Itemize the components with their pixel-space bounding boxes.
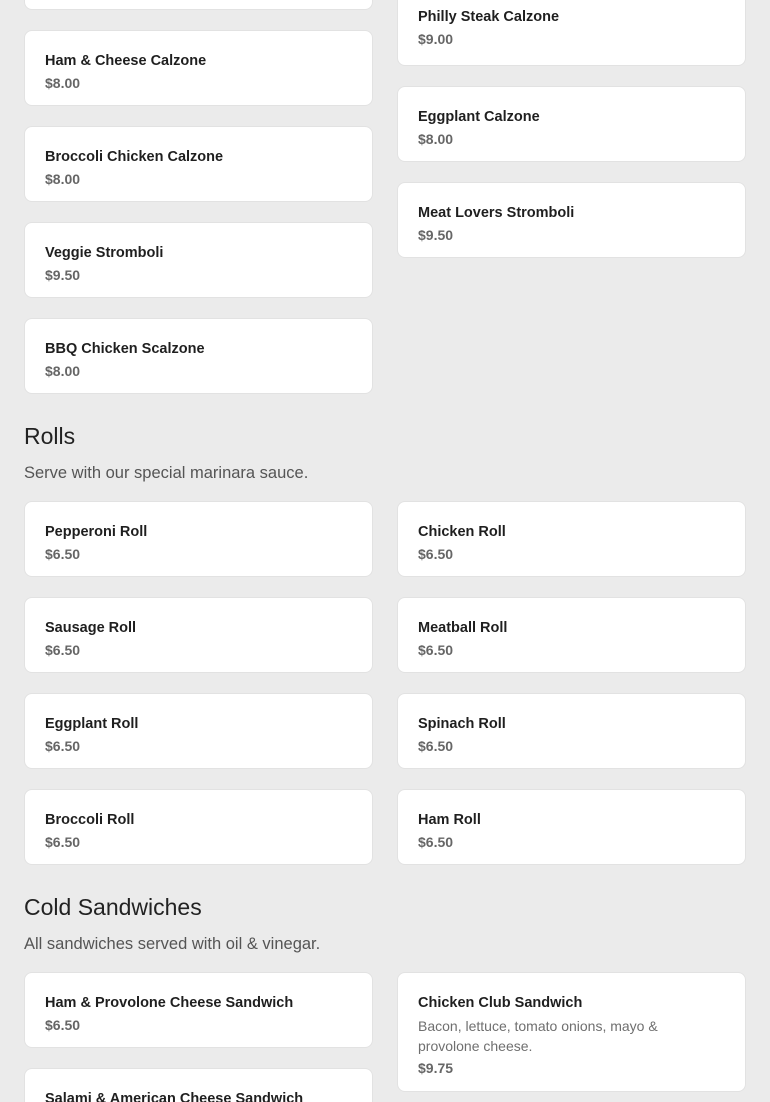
menu-item-card[interactable] [24, 1068, 373, 1102]
menu-item-name: Meatball Roll [418, 620, 508, 636]
menu-item-name: Ham & Provolone Cheese Sandwich [45, 995, 294, 1011]
menu-item-name: Broccoli Chicken Calzone [45, 149, 224, 165]
menu-item-price: $6.50 [418, 642, 454, 658]
menu-item-price: $6.50 [418, 738, 454, 754]
menu-item-price: $9.50 [418, 227, 454, 243]
menu-item-card[interactable] [24, 126, 373, 202]
section-description-cold-sandwiches: All sandwiches served with oil & vinegar. [24, 935, 321, 953]
menu-item-card-partial[interactable] [24, 0, 373, 10]
menu-item-name: Broccoli Roll [45, 812, 135, 828]
menu-item-name: Ham Roll [418, 812, 481, 828]
menu-item-name: Meat Lovers Stromboli [418, 205, 575, 221]
menu-item-price: $9.50 [45, 267, 81, 283]
menu-item-description: Bacon, lettuce, tomato onions, mayo & provolone cheese. [418, 1018, 658, 1054]
menu-item-card[interactable] [24, 30, 373, 106]
menu-item-card[interactable] [397, 86, 746, 162]
menu-item-price: $6.50 [45, 738, 81, 754]
menu-item-price: $6.50 [418, 546, 454, 562]
menu-item-card[interactable] [24, 693, 373, 769]
menu-item-name: Eggplant Roll [45, 716, 139, 732]
menu-item-name: BBQ Chicken Scalzone [45, 341, 205, 357]
menu-item-name: Salami & American Cheese Sandwich [45, 1091, 304, 1102]
menu-item-price: $9.00 [418, 31, 454, 47]
menu-item-card[interactable] [397, 789, 746, 865]
menu-item-price: $6.50 [45, 642, 81, 658]
menu-item-price: $6.50 [418, 834, 454, 850]
menu-item-card[interactable] [24, 501, 373, 577]
menu-item-price: $9.75 [418, 1060, 454, 1076]
menu-item-card[interactable] [397, 0, 746, 66]
menu-item-name: Spinach Roll [418, 716, 506, 732]
menu-item-price: $8.00 [45, 75, 81, 91]
menu-item-price: $6.50 [45, 1017, 81, 1033]
section-description-rolls: Serve with our special marinara sauce. [24, 464, 309, 482]
menu-item-card[interactable] [397, 972, 746, 1092]
menu-item-card[interactable] [397, 693, 746, 769]
menu-item-card[interactable] [397, 501, 746, 577]
section-title-cold-sandwiches: Cold Sandwiches [24, 894, 202, 920]
menu-item-name: Veggie Stromboli [45, 245, 164, 261]
menu-item-name: Pepperoni Roll [45, 524, 148, 540]
menu-item-name: Chicken Club Sandwich [418, 995, 583, 1011]
menu-item-card[interactable] [24, 318, 373, 394]
menu-item-card[interactable] [24, 597, 373, 673]
menu-item-name: Eggplant Calzone [418, 109, 540, 125]
menu-item-card[interactable] [397, 182, 746, 258]
menu-item-card[interactable] [397, 597, 746, 673]
menu-item-card[interactable] [24, 789, 373, 865]
menu-item-price: $8.00 [418, 131, 454, 147]
menu-item-price: $8.00 [45, 171, 81, 187]
menu-item-price: $6.50 [45, 834, 81, 850]
menu-item-name: Chicken Roll [418, 524, 506, 540]
menu-item-card[interactable] [24, 972, 373, 1048]
menu-item-name: Ham & Cheese Calzone [45, 53, 207, 69]
menu-item-price: $6.50 [45, 546, 81, 562]
menu-item-card[interactable] [24, 222, 373, 298]
section-title-rolls: Rolls [24, 423, 76, 449]
menu-item-name: Sausage Roll [45, 620, 137, 636]
menu-item-price: $8.00 [45, 363, 81, 379]
menu-item-name: Philly Steak Calzone [418, 9, 560, 25]
